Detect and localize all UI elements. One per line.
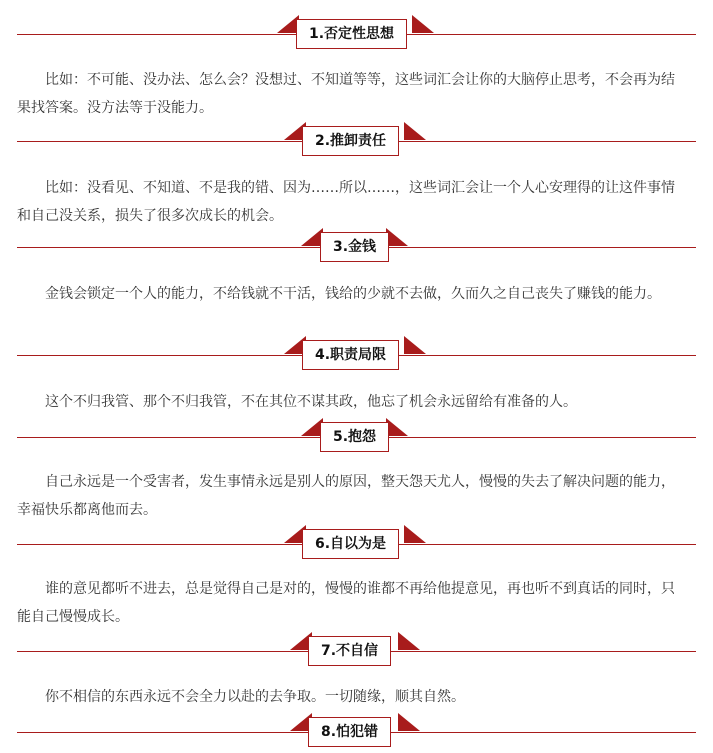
section-body-6: 谁的意见都听不进去，总是觉得自己是对的，慢慢的谁都不再给他提意见，再也听不到真话的同时，只能自己慢慢成长。 xyxy=(17,581,675,625)
section-body-2: 比如：没看见、不知道、不是我的错、因为……所以……，这些词汇会让一个人心安理得的让这件事情和自己没关系，损失了很多次成长的机会。 xyxy=(17,180,675,224)
section-body-3: 金钱会锁定一个人的能力，不给钱就不干活，钱给的少就不去做，久而久之自己丧失了赚钱的能力。 xyxy=(45,286,661,302)
section-header-8 xyxy=(0,713,713,753)
section-header-7 xyxy=(0,632,713,672)
section-body-7: 你不相信的东西永远不会全力以赴的去争取。一切随缘，顺其自然。 xyxy=(45,689,465,705)
ribbon-flag-right xyxy=(386,418,408,436)
section-body-4: 这个不归我管、那个不归我管，不在其位不谋其政，他忘了机会永远留给有准备的人。 xyxy=(45,394,577,410)
section-header-6 xyxy=(0,525,713,565)
ribbon-flag-right xyxy=(404,336,426,354)
section-heading-badge: 4.职责局限 xyxy=(302,340,399,370)
section-heading-badge: 7.不自信 xyxy=(308,636,391,666)
section-heading-badge: 1.否定性思想 xyxy=(296,19,407,49)
section-header-4 xyxy=(0,336,713,376)
section-header-3 xyxy=(0,228,713,268)
section-header-1 xyxy=(0,15,713,55)
ribbon-flag-right xyxy=(398,713,420,731)
ribbon-flag-right xyxy=(386,228,408,246)
section-heading-badge: 6.自以为是 xyxy=(302,529,399,559)
ribbon-flag-right xyxy=(404,525,426,543)
section-heading-badge: 3.金钱 xyxy=(320,232,389,262)
section-header-5 xyxy=(0,418,713,458)
section-heading-badge: 2.推卸责任 xyxy=(302,126,399,156)
ribbon-flag-right xyxy=(412,15,434,33)
section-body-5: 自己永远是一个受害者，发生事情永远是别人的原因，整天怨天尤人，慢慢的失去了解决问题的能力，幸福快乐都离他而去。 xyxy=(17,474,675,518)
section-heading-badge: 5.抱怨 xyxy=(320,422,389,452)
section-header-2 xyxy=(0,122,713,162)
section-heading-badge: 8.怕犯错 xyxy=(308,717,391,747)
ribbon-flag-right xyxy=(398,632,420,650)
section-body-1: 比如：不可能、没办法、怎么会？没想过、不知道等等，这些词汇会让你的大脑停止思考，不会再为结果找答案。没方法等于没能力。 xyxy=(17,72,675,116)
ribbon-flag-right xyxy=(404,122,426,140)
